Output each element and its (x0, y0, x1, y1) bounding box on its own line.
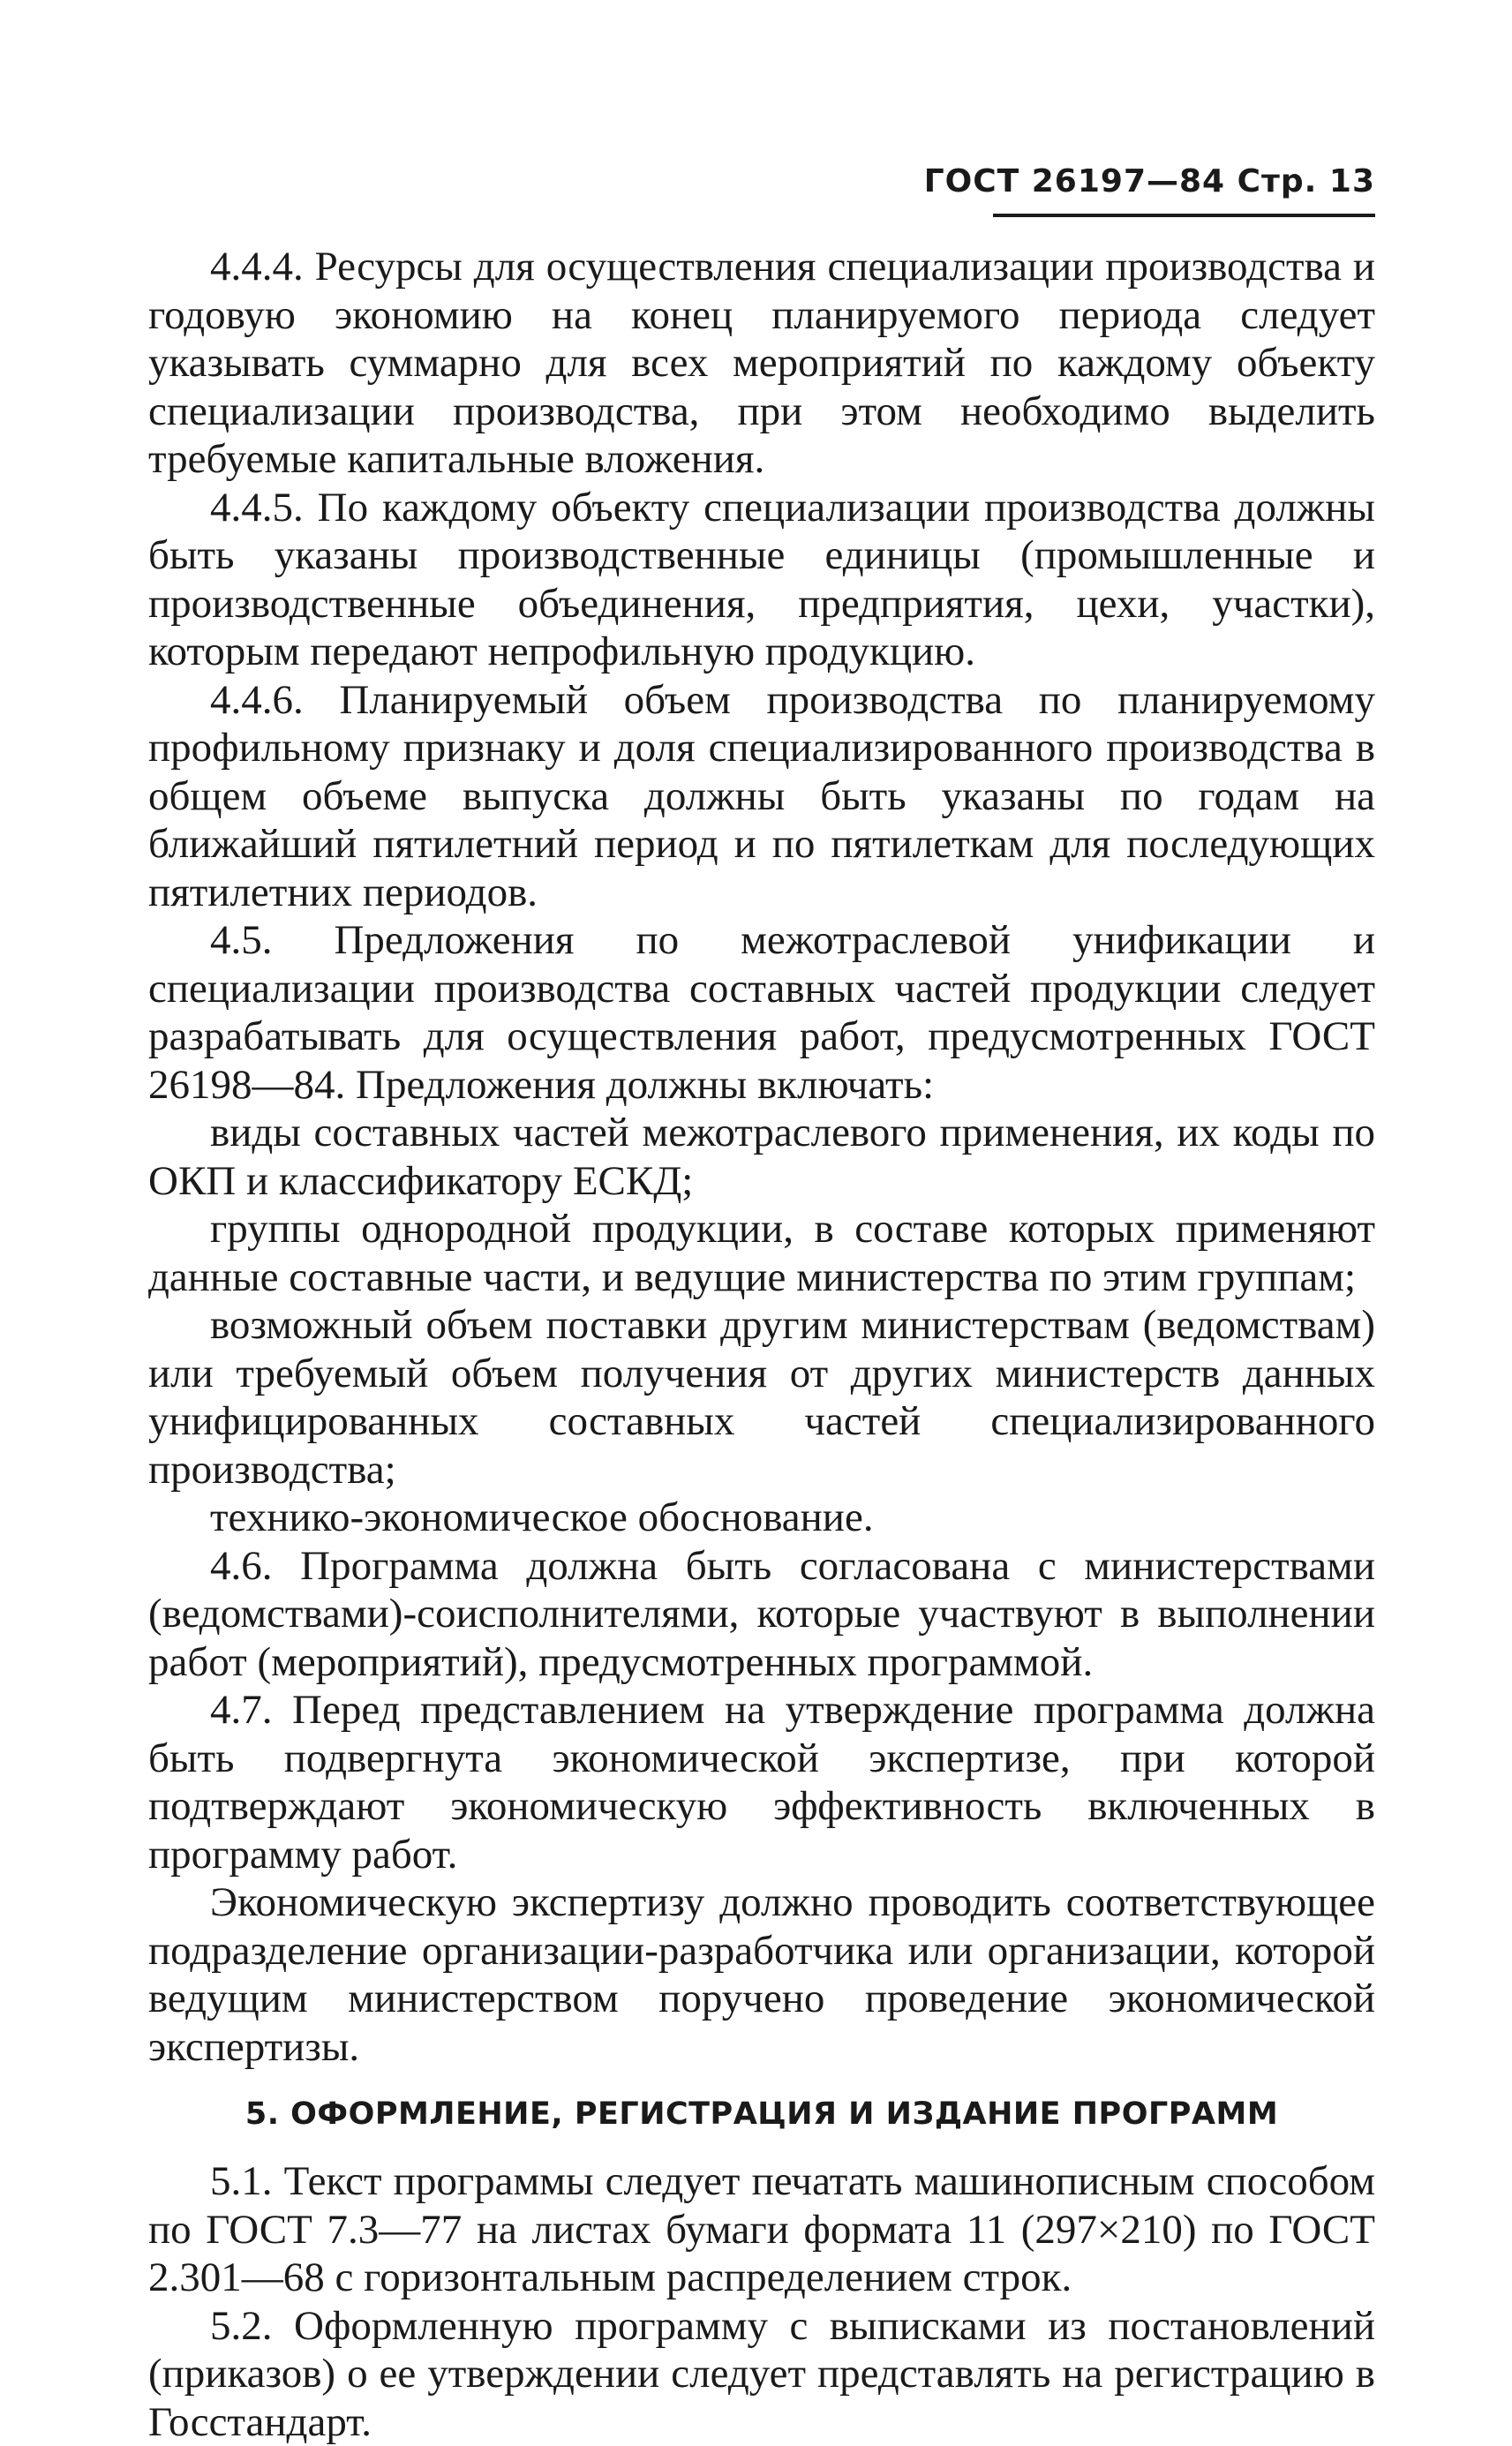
section-heading: 5. ОФОРМЛЕНИЕ, РЕГИСТРАЦИЯ И ИЗДАНИЕ ПРОГРАММ (148, 2090, 1375, 2138)
list-item-component-types: виды составных частей межотраслевого применения, их коды по ОКП и классификатору ЕСКД; (148, 1109, 1375, 1205)
page-header: ГОСТ 26197—84 Стр. 13 (924, 163, 1375, 199)
paragraph-5-1: 5.1. Текст программы следует печатать машинописным способом по ГОСТ 7.3—77 на листах бумаги формата 11 (297×210) по ГОСТ 2.301—68 с горизонтальным распределением строк. (148, 2157, 1375, 2302)
header-rule (993, 214, 1375, 217)
paragraph-expertise: Экономическую экспертизу должно проводить соответствующее подразделение организации-разработчика или организации, которой ведущим министерством поручено проведение экономической экспертизы. (148, 1878, 1375, 2071)
list-item-supply-volume: возможный объем поставки другим министерствам (ведомствам) или требуемый объем получения от других министерств данных унифицированных составных частей специализированного производства; (148, 1301, 1375, 1494)
paragraph-4-5: 4.5. Предложения по межотраслевой унификации и специализации производства составных частей продукции следует разрабатывать для осуществления работ, предусмотренных ГОСТ 26198—84. Предложения должны включать: (148, 916, 1375, 1109)
paragraph-4-4-6: 4.4.6. Планируемый объем производства по планируемому профильному признаку и доля специализированного производства в общем объеме выпуска должны быть указаны по годам на ближайший пятилетний период и по пятилеткам для последующих пятилетних периодов. (148, 676, 1375, 917)
list-item-economic-justification: технико-экономическое обоснование. (148, 1494, 1375, 1542)
paragraph-4-6: 4.6. Программа должна быть согласована с министерствами (ведомствами)-соисполнителями, которые участвуют в выполнении работ (мероприятий), предусмотренных программой. (148, 1542, 1375, 1687)
paragraph-5-2: 5.2. Оформленную программу с выписками из постановлений (приказов) о ее утверждении следует представлять на регистрацию в Госстандарт. (148, 2302, 1375, 2446)
paragraph-4-4-5: 4.4.5. По каждому объекту специализации производства должны быть указаны производственные единицы (промышленные и производственные объединения, предприятия, цехи, участки), которым передают непрофильную продукцию. (148, 484, 1375, 676)
document-body (148, 243, 1375, 2446)
paragraph-4-7: 4.7. Перед представлением на утверждение программа должна быть подвергнута экономической экспертизе, при которой подтверждают экономическую эффективность включенных в программу работ. (148, 1686, 1375, 1878)
paragraph-4-4-4: 4.4.4. Ресурсы для осуществления специализации производства и годовую экономию на конец планируемого периода следует указывать суммарно для всех мероприятий по каждому объекту специализации производства, при этом необходимо выделить требуемые капитальные вложения. (148, 243, 1375, 484)
list-item-product-groups: группы однородной продукции, в составе которых применяют данные составные части, и ведущие министерства по этим группам; (148, 1205, 1375, 1301)
